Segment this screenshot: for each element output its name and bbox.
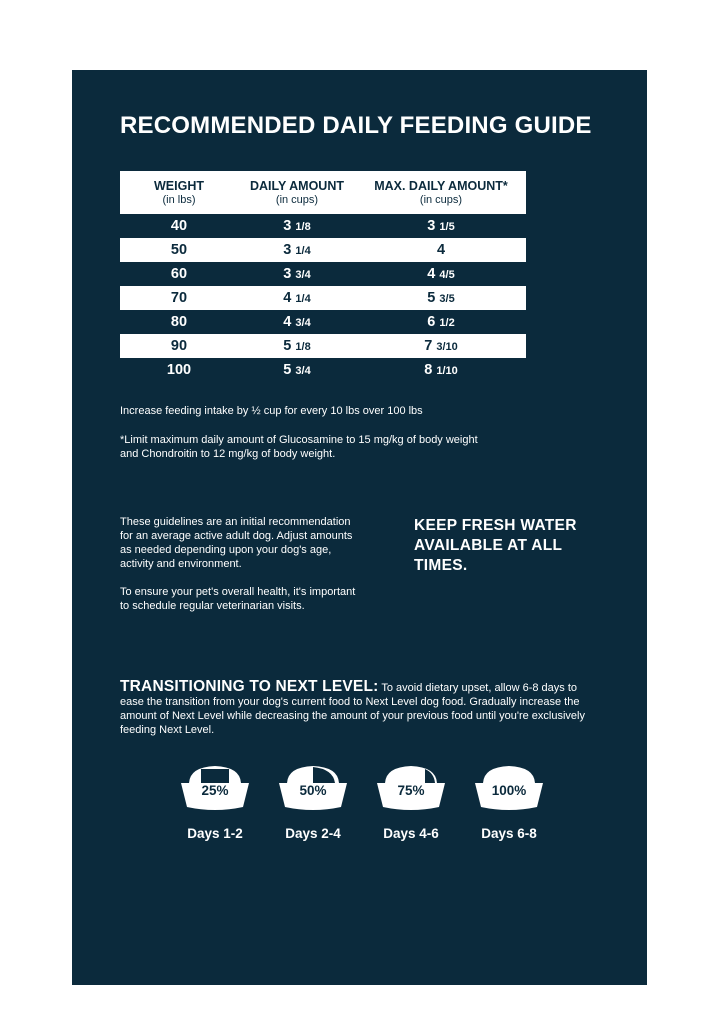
increase-note: Increase feeding intake by ½ cup for every 10 lbs over 100 lbs [120, 405, 423, 417]
vet-visit-line: To ensure your pet's overall health, it's important [120, 586, 356, 598]
daily-amount-cell [238, 358, 356, 382]
guidelines-paragraph [120, 515, 370, 571]
transition-line: ease the transition from your dog's current food to Next Level dog food. Gradually increase the [120, 696, 580, 708]
daily-amount-cell [238, 262, 356, 286]
weight-cell: 60 [170, 266, 188, 282]
whole: 5 [283, 338, 292, 354]
fraction: 3/10 [436, 341, 458, 353]
max-amount-cell [356, 238, 526, 262]
weight-cell: 80 [170, 314, 188, 330]
whole: 3 [283, 266, 292, 282]
header-label: MAX. DAILY AMOUNT* [374, 178, 508, 193]
whole: 4 [427, 266, 436, 282]
fraction: 3/5 [439, 293, 455, 305]
feeding-table [120, 171, 526, 382]
weight-cell: 90 [120, 334, 238, 358]
weight-cell: 70 [120, 286, 238, 310]
table-header-row [120, 171, 526, 214]
guidelines-line: as needed depending upon your dog's age, [120, 544, 332, 556]
header-unit: (in cups) [275, 193, 319, 206]
daily-amount-cell [238, 334, 356, 358]
weight-cell: 40 [170, 218, 188, 234]
whole: 5 [283, 362, 292, 378]
fraction: 1/4 [295, 245, 311, 257]
table-row [120, 334, 526, 358]
header-unit: (in cups) [419, 193, 463, 206]
whole: 8 [424, 362, 433, 378]
table-row [120, 310, 526, 334]
daily-amount-cell [238, 238, 356, 262]
bowl-percent-label: 25% [201, 783, 229, 798]
header-unit: (in lbs) [162, 193, 196, 206]
callout-line: KEEP FRESH WATER [414, 517, 577, 534]
guidelines-line: These guidelines are an initial recommendation [120, 516, 351, 528]
transition-line: feeding Next Level. [120, 724, 215, 736]
limit-note-line: and Chondroitin to 12 mg/kg of body weight. [120, 448, 336, 460]
fraction: 1/5 [439, 221, 455, 233]
transition-line: amount of Next Level while decreasing the amount of your previous food until you're exclusively [120, 710, 585, 722]
fraction: 1/4 [295, 293, 311, 305]
bowl-100-percent [471, 763, 547, 811]
fraction: 1/8 [295, 221, 311, 233]
whole: 5 [427, 290, 436, 306]
guidelines-line: activity and environment. [120, 558, 242, 570]
bowl-percent-label: 75% [397, 783, 425, 798]
transition-line: To avoid dietary upset, allow 6-8 days to [381, 682, 578, 694]
vet-visit-line: to schedule regular veterinarian visits. [120, 600, 305, 612]
callout-line: TIMES. [414, 557, 468, 574]
days-label: Days 6-8 [481, 826, 537, 841]
bowl-50-percent [275, 763, 351, 811]
fraction: 3/4 [295, 365, 311, 377]
whole: 7 [424, 338, 433, 354]
vet-visit-paragraph [120, 585, 370, 613]
limit-note-line: *Limit maximum daily amount of Glucosamine to 15 mg/kg of body weight [120, 434, 478, 446]
bowl-25-percent [177, 763, 253, 811]
bowl-75-percent [373, 763, 449, 811]
whole: 4 [283, 314, 292, 330]
fresh-water-callout [414, 516, 614, 576]
feeding-guide-panel [72, 70, 647, 985]
fraction: 3/4 [295, 317, 311, 329]
whole: 3 [427, 218, 436, 234]
table-row [120, 286, 526, 310]
whole: 4 [436, 242, 446, 258]
table-row [120, 238, 526, 262]
guidelines-line: for an average active adult dog. Adjust amounts [120, 530, 353, 542]
header-max-daily-amount [356, 171, 526, 214]
table-row [120, 214, 526, 238]
daily-amount-cell [238, 310, 356, 334]
table-row [120, 358, 526, 382]
max-amount-cell [356, 310, 526, 334]
days-label: Days 1-2 [187, 826, 243, 841]
header-weight [120, 171, 238, 214]
whole: 6 [427, 314, 436, 330]
header-daily-amount [238, 171, 356, 214]
bowl-percent-label: 50% [299, 783, 327, 798]
max-amount-cell [356, 358, 526, 382]
fraction: 4/5 [439, 269, 455, 281]
fraction: 1/10 [436, 365, 458, 377]
max-amount-cell [356, 214, 526, 238]
header-label: WEIGHT [154, 178, 204, 193]
whole: 3 [283, 242, 292, 258]
fraction: 1/8 [295, 341, 311, 353]
whole: 4 [283, 290, 292, 306]
transition-heading: TRANSITIONING TO NEXT LEVEL: [120, 678, 379, 695]
daily-amount-cell [238, 286, 356, 310]
limit-note [120, 433, 500, 461]
fraction: 1/2 [439, 317, 455, 329]
max-amount-cell [356, 334, 526, 358]
transition-section [120, 680, 600, 737]
days-label: Days 2-4 [285, 826, 341, 841]
max-amount-cell [356, 286, 526, 310]
page-title: RECOMMENDED DAILY FEEDING GUIDE [120, 112, 592, 139]
callout-line: AVAILABLE AT ALL [414, 537, 563, 554]
weight-cell: 50 [120, 238, 238, 262]
fraction: 3/4 [295, 269, 311, 281]
weight-cell: 100 [166, 362, 192, 378]
max-amount-cell [356, 262, 526, 286]
whole: 3 [283, 218, 292, 234]
header-label: DAILY AMOUNT [250, 178, 344, 193]
bowl-percent-label: 100% [491, 783, 527, 798]
days-label: Days 4-6 [383, 826, 439, 841]
table-row [120, 262, 526, 286]
daily-amount-cell [238, 214, 356, 238]
